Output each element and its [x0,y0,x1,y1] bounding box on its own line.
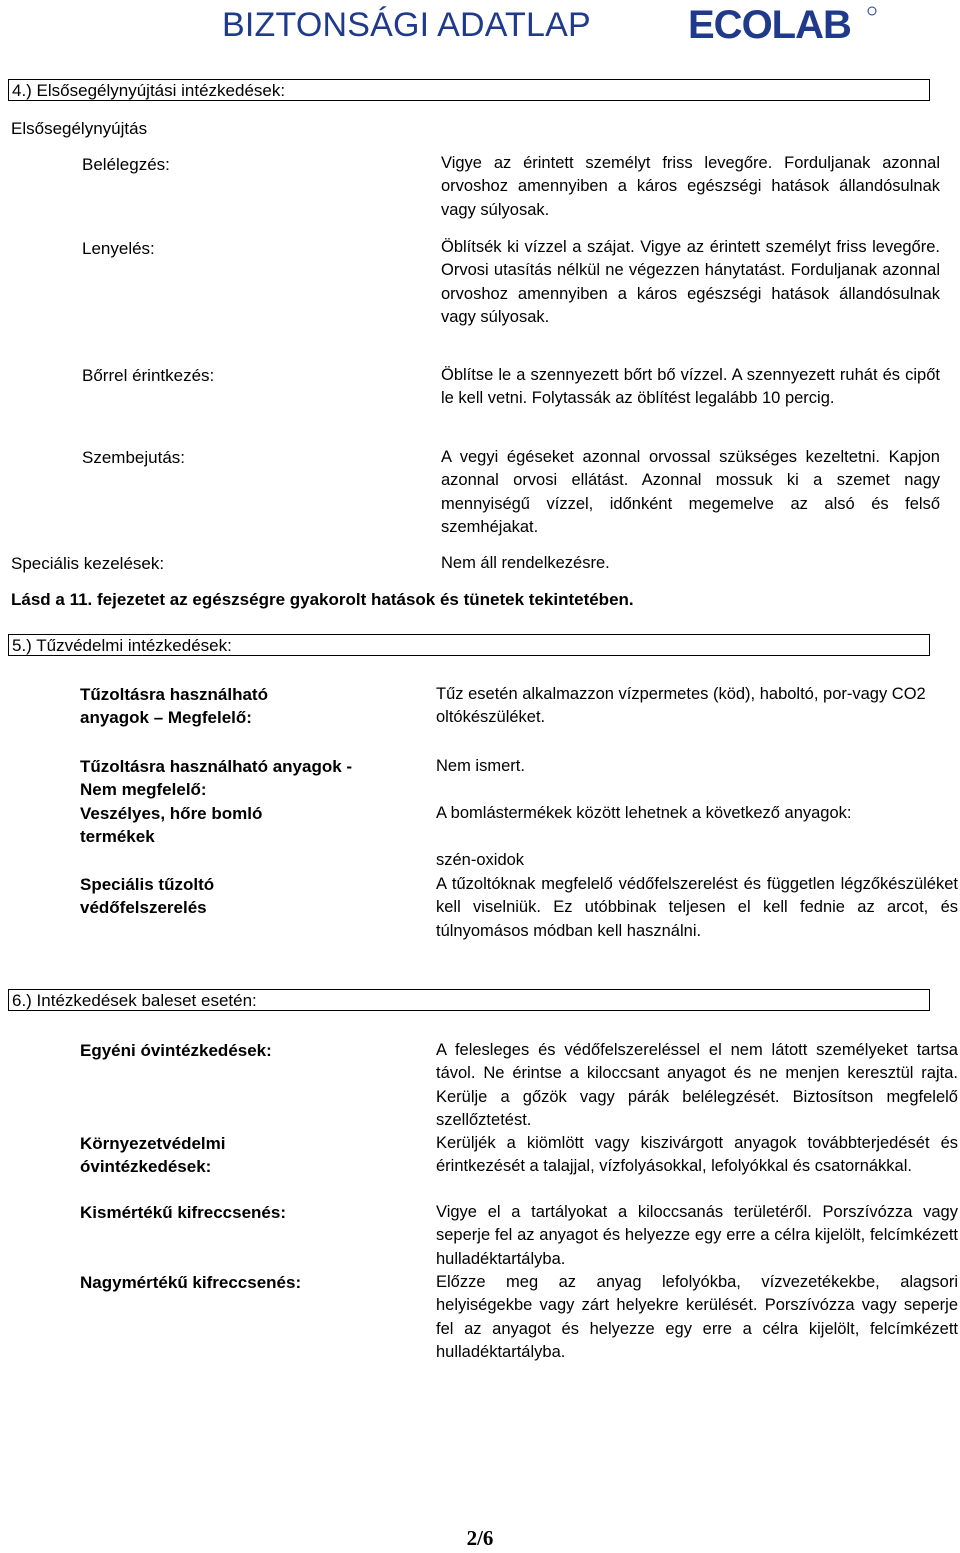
hazardous-decomposition-text: A bomlástermékek között lehetnek a következő anyagok: [436,804,852,822]
eye-contact-label: Szembejutás: [82,448,185,467]
inhalation-label: Belélegzés: [82,155,170,174]
ecolab-logo [688,4,878,44]
ingestion-text: Öblítsék ki vízzel a szájat. Vigye az érintett személyt friss levegőre. Orvosi utasítás nélkül ne végezzen hánytatást. Forduljanak azonnal orvoshoz amennyiben a káros egészségi hatások állandósulnak vagy súlyosak. [441,238,940,326]
section-5-heading: 5.) Tűzvédelmi intézkedések: [8,634,930,656]
unsuitable-extinguishing-text: Nem ismert. [436,757,525,775]
logo-text: ECOLAB [688,4,851,44]
skin-contact-text: Öblítse le a szennyezett bőrt bő vízzel. A szennyezett ruhát és cipőt le kell vetni. Folytassák az öblítést legalább 10 percig. [441,366,940,408]
section-4-heading: 4.) Elsősegélynyújtási intézkedések: [8,79,930,101]
document-title: BIZTONSÁGI ADATLAP [222,6,591,44]
eye-contact-text: A vegyi égéseket azonnal orvossal szükséges kezeltetni. Kapjon azonnal orvosi ellátást. Azonnal mossuk ki a szemet nagy mennyiségű vízzel, időnként megemelve az alsó és felső szemhéjakat. [441,448,940,536]
unsuitable-extinguishing-label: Tűzoltásra használható anyagok - Nem megfelelő: [80,757,353,799]
page-number: 2/6 [466,1526,494,1550]
special-treatment-text: Nem áll rendelkezésre. [441,554,610,572]
hazardous-decomposition-label: Veszélyes, hőre bomló termékek [80,804,263,846]
inhalation-text: Vigye az érintett személyt friss levegőre. Forduljanak azonnal orvoshoz amennyiben a káros egészségi hatások állandósulnak vagy súlyosak. [441,154,940,219]
personal-precautions-label: Egyéni óvintézkedések: [80,1041,272,1060]
suitable-extinguishing-label: Tűzoltásra használható anyagok – Megfelelő: [80,685,268,727]
firefighter-equipment-text: A tűzoltóknak megfelelő védőfelszerelést és független légzőkészüléket kell viselniük. Ez utóbbinak teljesen el kell fednie az arcot, és túlnyomásos módban kell használni. [436,875,958,940]
special-treatment-label: Speciális kezelések: [11,554,165,573]
see-section-11-note: Lásd a 11. fejezetet az egészségre gyakorolt hatások és tünetek tekintetében. [11,590,634,609]
large-spill-label: Nagymértékű kifreccsenés: [80,1273,302,1292]
hazardous-decomposition-item: szén-oxidok [436,851,525,869]
firefighter-equipment-label: Speciális tűzoltó védőfelszerelés [80,875,215,917]
small-spill-text: Vigye el a tartályokat a kiloccsanás területéről. Porszívózza vagy seperje fel az anyagot és helyezze egy erre a célra kijelölt, felcímkézett hulladéktartályba. [436,1203,958,1268]
environmental-precautions-label: Környezetvédelmi óvintézkedések: [80,1134,226,1176]
large-spill-text: Előzze meg az anyag lefolyókba, vízvezetékekbe, alagsori helyiségekbe vagy zárt helyekre kerülését. Porszívózza vagy seperje fel az anyagot és helyezze egy erre a célra kijelölt, felcímkézett hulladéktartályba. [436,1273,958,1361]
skin-contact-label: Bőrrel érintkezés: [82,366,215,385]
suitable-extinguishing-text: Tűz esetén alkalmazzon vízpermetes (köd), haboltó, por-vagy CO2 oltókészüléket. [436,685,926,727]
first-aid-subheading: Elsősegélynyújtás [11,119,148,138]
ingestion-label: Lenyelés: [82,239,155,258]
environmental-precautions-text: Kerüljék a kiömlött vagy kiszivárgott anyagok továbbterjedését és érintkezését a talajjal, vízfolyásokkal, lefolyókkal és csatornákkal. [436,1134,958,1176]
small-spill-label: Kismértékű kifreccsenés: [80,1203,287,1222]
section-6-heading: 6.) Intézkedések baleset esetén: [8,989,930,1011]
personal-precautions-text: A felesleges és védőfelszereléssel el nem látott személyeket tartsa távol. Ne érintse a kiloccsant anyagot és ne menjen keresztül rajta. Kerülje a gőzök vagy párák belélegzését. Biztosítson megfelelő szellőztetést. [436,1041,958,1129]
